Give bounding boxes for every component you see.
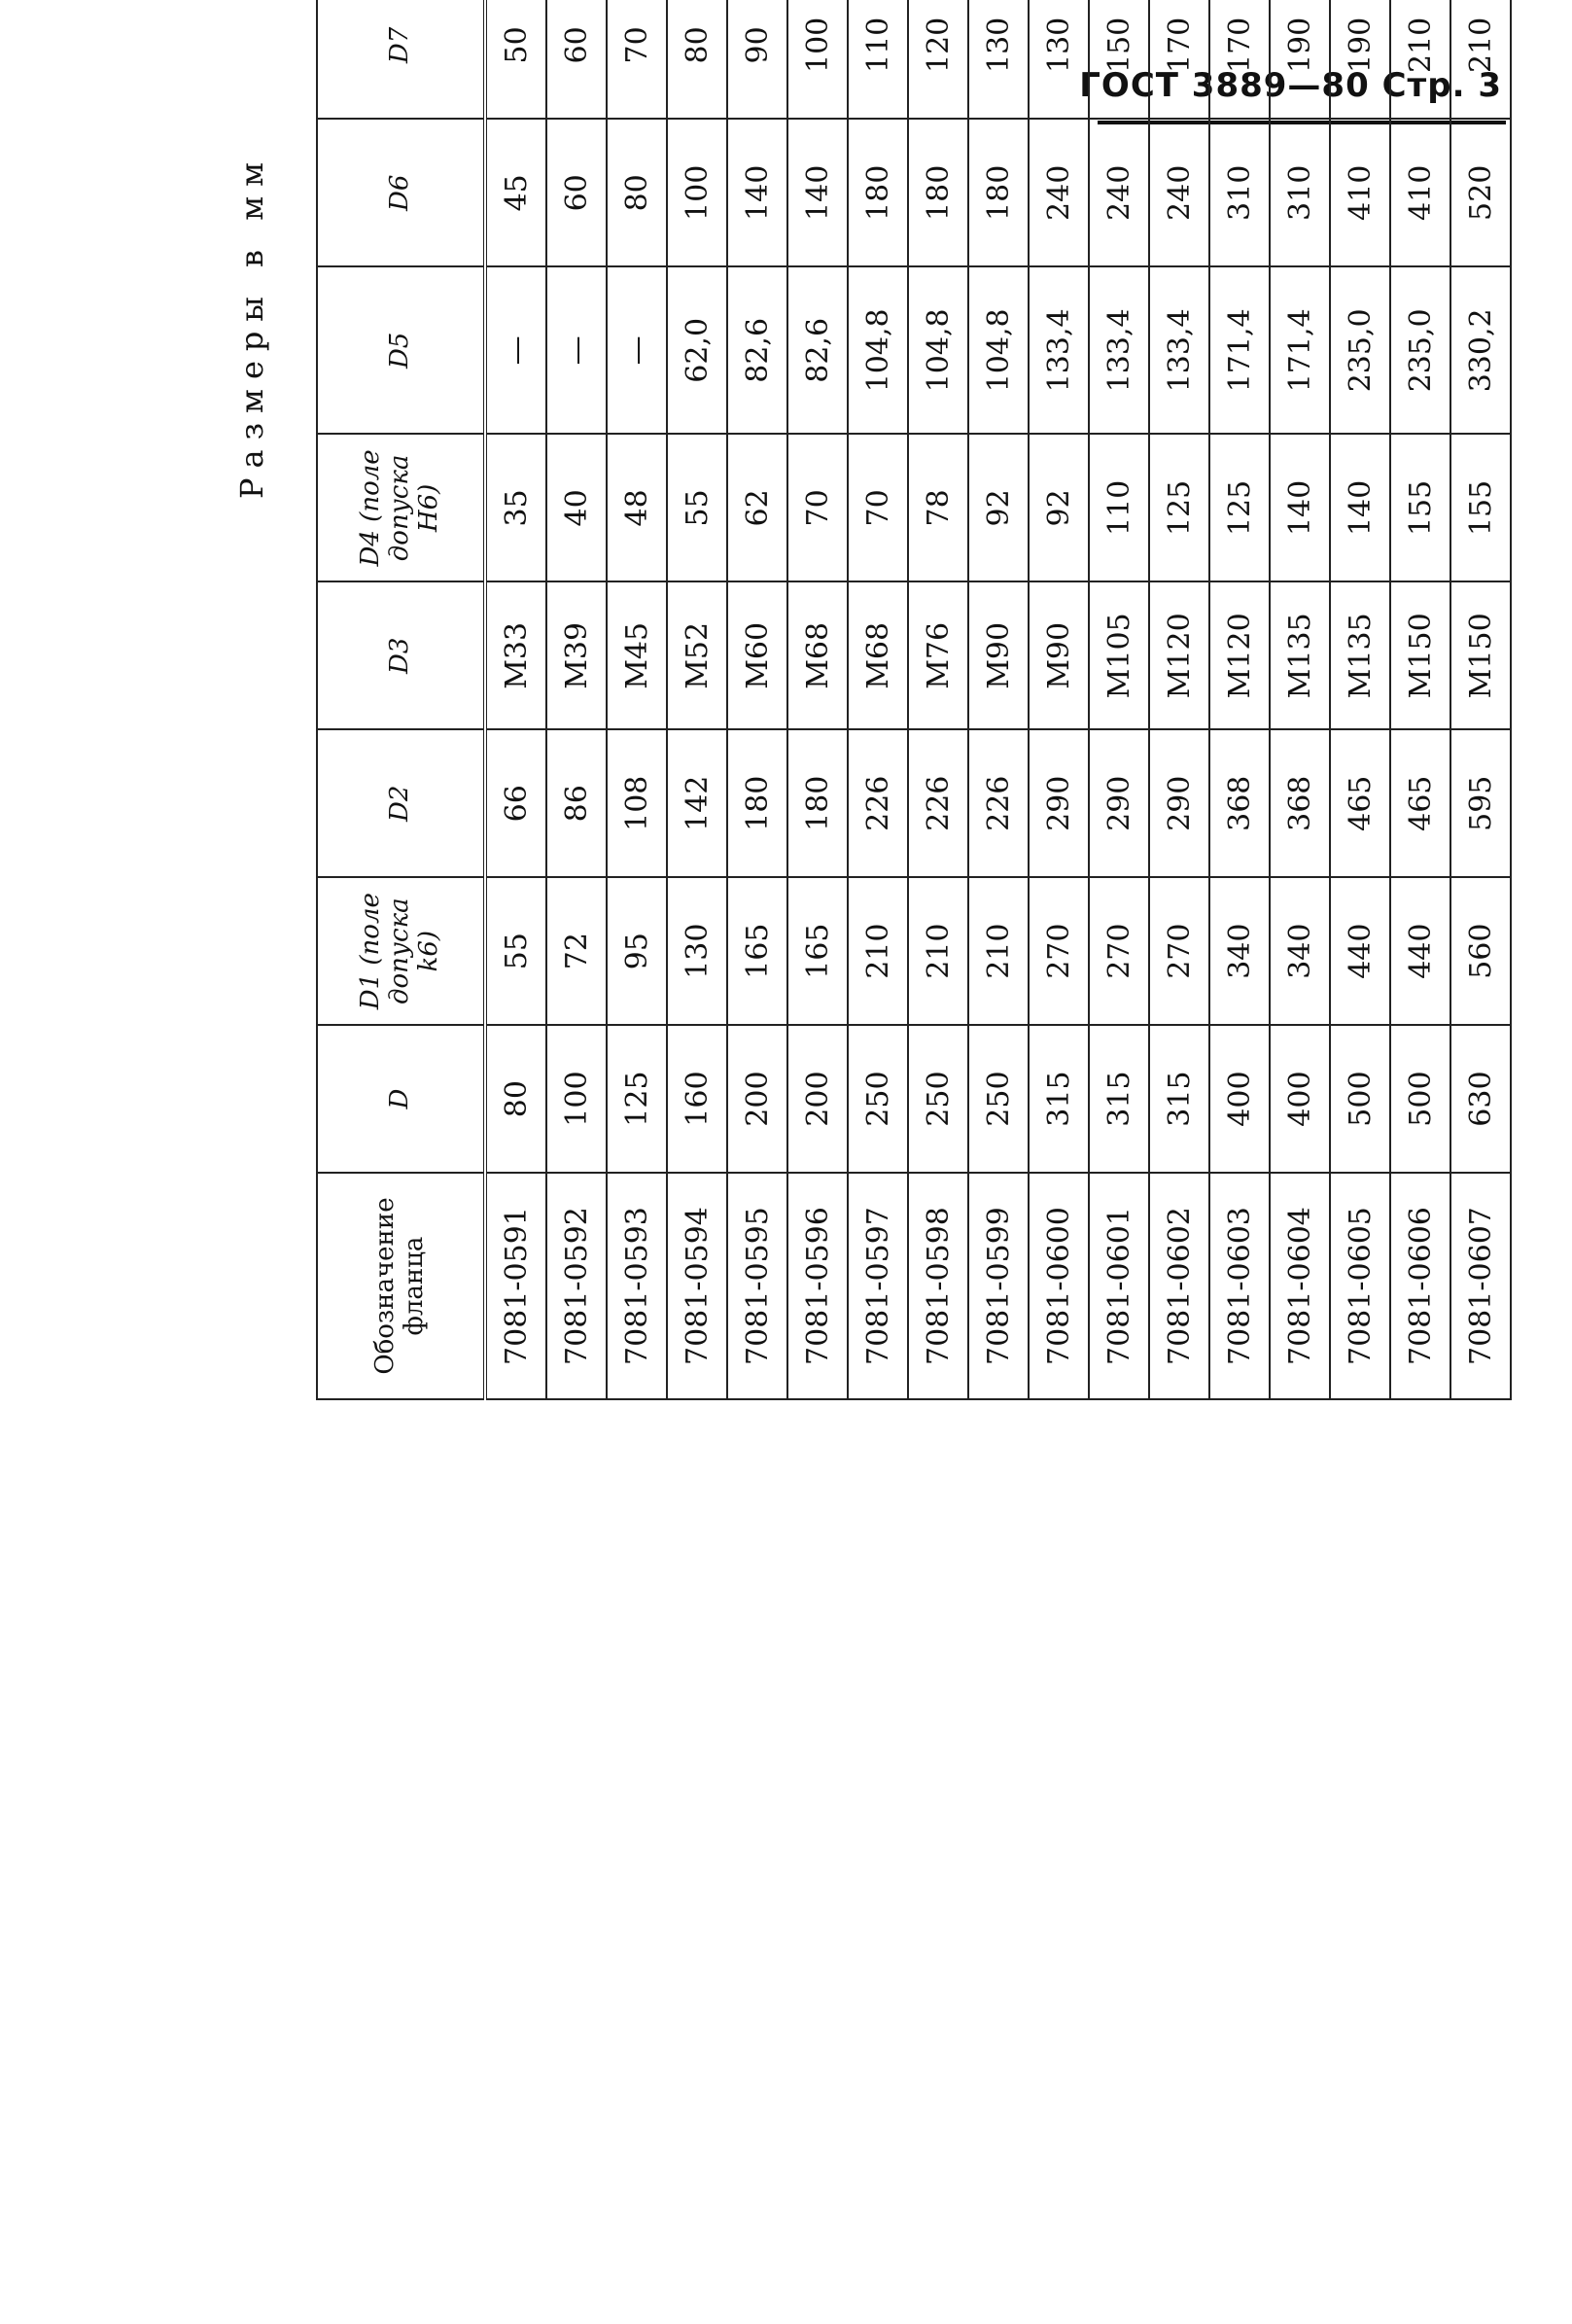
table-row [607,0,667,1399]
cell-desig: 7081-0599 [968,1173,1029,1399]
cell-desig: 7081-0600 [1029,1173,1089,1399]
rotated-table-area [126,0,1498,1400]
cell-d5: 235,0 [1330,266,1390,434]
cell-d: 630 [1450,1025,1511,1173]
cell-d2: 66 [485,729,546,877]
cell-desig: 7081-0596 [787,1173,848,1399]
cell-d2: 86 [546,729,607,877]
cell-d1: 55 [485,877,546,1025]
cell-d5: — [607,266,667,434]
cell-d1: 270 [1089,877,1149,1025]
cell-d1: 72 [546,877,607,1025]
cell-d5: 104,8 [968,266,1029,434]
cell-d1: 165 [727,877,787,1025]
cell-d7: 190 [1330,0,1390,119]
cell-d5: — [485,266,546,434]
col-header-desig: Обозначение фланца [317,1173,485,1399]
col-header-d4: D4 (поле допуска H6) [317,434,485,581]
cell-d4: 110 [1089,434,1149,581]
cell-d2: 465 [1390,729,1450,877]
cell-d1: 270 [1149,877,1209,1025]
cell-d3: M45 [607,581,667,729]
cell-d: 315 [1149,1025,1209,1173]
cell-d7: 50 [485,0,546,119]
cell-d1: 440 [1390,877,1450,1025]
cell-d3: M60 [727,581,787,729]
cell-d: 125 [607,1025,667,1173]
cell-d3: M135 [1270,581,1330,729]
cell-d4: 70 [787,434,848,581]
cell-desig: 7081-0607 [1450,1173,1511,1399]
cell-desig: 7081-0593 [607,1173,667,1399]
cell-d7: 100 [787,0,848,119]
cell-d: 200 [727,1025,787,1173]
cell-d1: 340 [1209,877,1270,1025]
table-row [1149,0,1209,1399]
table-row [787,0,848,1399]
table-row [848,0,908,1399]
cell-d3: M135 [1330,581,1390,729]
cell-d1: 270 [1029,877,1089,1025]
cell-d4: 62 [727,434,787,581]
cell-d: 400 [1209,1025,1270,1173]
table-row [1029,0,1089,1399]
cell-d3: M150 [1450,581,1511,729]
cell-d2: 180 [727,729,787,877]
cell-d1: 130 [667,877,727,1025]
cell-d3: M52 [667,581,727,729]
table-row [1330,0,1390,1399]
cell-d5: 171,4 [1270,266,1330,434]
cell-desig: 7081-0605 [1330,1173,1390,1399]
cell-d6: 180 [848,119,908,266]
cell-d3: M150 [1390,581,1450,729]
table-row [546,0,607,1399]
col-header-d3: D3 [317,581,485,729]
cell-d3: M90 [1029,581,1089,729]
cell-desig: 7081-0592 [546,1173,607,1399]
cell-d: 200 [787,1025,848,1173]
cell-d4: 48 [607,434,667,581]
cell-d5: 330,2 [1450,266,1511,434]
cell-d2: 142 [667,729,727,877]
table-row [1089,0,1149,1399]
cell-d6: 60 [546,119,607,266]
cell-d1: 95 [607,877,667,1025]
cell-d4: 92 [1029,434,1089,581]
cell-d6: 100 [667,119,727,266]
dimensions-table [316,0,1512,1400]
cell-desig: 7081-0604 [1270,1173,1330,1399]
cell-d4: 35 [485,434,546,581]
cell-d7: 60 [546,0,607,119]
cell-d6: 180 [968,119,1029,266]
cell-d5: 133,4 [1029,266,1089,434]
cell-d6: 240 [1149,119,1209,266]
units-caption: Размеры в мм [233,153,270,499]
cell-desig: 7081-0603 [1209,1173,1270,1399]
cell-d7: 130 [1029,0,1089,119]
cell-d1: 210 [908,877,968,1025]
cell-desig: 7081-0591 [485,1173,546,1399]
cell-d5: 104,8 [908,266,968,434]
cell-d5: 133,4 [1149,266,1209,434]
table-body [485,0,1511,1399]
cell-d7: 90 [727,0,787,119]
cell-d6: 310 [1270,119,1330,266]
cell-d6: 310 [1209,119,1270,266]
cell-d2: 290 [1149,729,1209,877]
cell-desig: 7081-0606 [1390,1173,1450,1399]
cell-d6: 140 [727,119,787,266]
cell-d3: M105 [1089,581,1149,729]
cell-d6: 140 [787,119,848,266]
cell-d4: 78 [908,434,968,581]
table-row [968,0,1029,1399]
cell-d3: M76 [908,581,968,729]
cell-d: 160 [667,1025,727,1173]
cell-d: 315 [1089,1025,1149,1173]
cell-d2: 226 [968,729,1029,877]
cell-d7: 150 [1089,0,1149,119]
cell-d4: 125 [1209,434,1270,581]
cell-d2: 108 [607,729,667,877]
col-header-d: D [317,1025,485,1173]
cell-d5: — [546,266,607,434]
cell-d7: 170 [1149,0,1209,119]
cell-d4: 140 [1330,434,1390,581]
cell-desig: 7081-0598 [908,1173,968,1399]
cell-d2: 180 [787,729,848,877]
cell-d2: 290 [1089,729,1149,877]
cell-d3: M39 [546,581,607,729]
table-row [667,0,727,1399]
cell-desig: 7081-0597 [848,1173,908,1399]
cell-d7: 210 [1390,0,1450,119]
cell-d3: M120 [1209,581,1270,729]
cell-d7: 130 [968,0,1029,119]
cell-d2: 368 [1209,729,1270,877]
col-header-d1: D1 (поле допуска k6) [317,877,485,1025]
cell-d1: 210 [968,877,1029,1025]
col-header-d7: D7 [317,0,485,119]
cell-d7: 170 [1209,0,1270,119]
table-header-row [317,0,485,1399]
cell-d4: 155 [1450,434,1511,581]
table-row [1270,0,1330,1399]
cell-desig: 7081-0594 [667,1173,727,1399]
cell-d: 500 [1390,1025,1450,1173]
cell-d: 100 [546,1025,607,1173]
cell-desig: 7081-0602 [1149,1173,1209,1399]
cell-d6: 410 [1390,119,1450,266]
cell-d4: 140 [1270,434,1330,581]
cell-d4: 125 [1149,434,1209,581]
cell-d5: 171,4 [1209,266,1270,434]
cell-d1: 340 [1270,877,1330,1025]
cell-d3: M68 [787,581,848,729]
cell-d3: M33 [485,581,546,729]
col-header-d5: D5 [317,266,485,434]
cell-d1: 165 [787,877,848,1025]
table-row [727,0,787,1399]
table-row [1450,0,1511,1399]
cell-d6: 80 [607,119,667,266]
cell-d3: M120 [1149,581,1209,729]
cell-d: 250 [968,1025,1029,1173]
cell-d1: 440 [1330,877,1390,1025]
cell-d2: 595 [1450,729,1511,877]
cell-d6: 520 [1450,119,1511,266]
col-header-d2: D2 [317,729,485,877]
table-row [485,0,546,1399]
cell-d6: 180 [908,119,968,266]
cell-d4: 155 [1390,434,1450,581]
cell-d: 250 [848,1025,908,1173]
cell-d5: 82,6 [727,266,787,434]
cell-desig: 7081-0601 [1089,1173,1149,1399]
cell-d5: 82,6 [787,266,848,434]
cell-d4: 55 [667,434,727,581]
cell-d: 80 [485,1025,546,1173]
cell-d5: 62,0 [667,266,727,434]
cell-d4: 70 [848,434,908,581]
cell-d4: 92 [968,434,1029,581]
table-row [908,0,968,1399]
cell-d4: 40 [546,434,607,581]
table-row [1209,0,1270,1399]
cell-d6: 45 [485,119,546,266]
cell-d7: 190 [1270,0,1330,119]
cell-d5: 133,4 [1089,266,1149,434]
cell-d1: 560 [1450,877,1511,1025]
cell-d2: 226 [908,729,968,877]
cell-d3: M90 [968,581,1029,729]
cell-d6: 240 [1089,119,1149,266]
cell-d7: 80 [667,0,727,119]
cell-d2: 465 [1330,729,1390,877]
cell-d7: 70 [607,0,667,119]
cell-d5: 104,8 [848,266,908,434]
cell-d: 500 [1330,1025,1390,1173]
cell-d: 315 [1029,1025,1089,1173]
cell-d6: 240 [1029,119,1089,266]
cell-desig: 7081-0595 [727,1173,787,1399]
cell-d7: 120 [908,0,968,119]
cell-d6: 410 [1330,119,1390,266]
cell-d2: 368 [1270,729,1330,877]
cell-d1: 210 [848,877,908,1025]
col-header-d6: D6 [317,119,485,266]
cell-d: 250 [908,1025,968,1173]
cell-d2: 290 [1029,729,1089,877]
cell-d7: 210 [1450,0,1511,119]
cell-d5: 235,0 [1390,266,1450,434]
table-row [1390,0,1450,1399]
cell-d: 400 [1270,1025,1330,1173]
cell-d3: M68 [848,581,908,729]
page-header: ГОСТ 3889—80 Стр. 3 [1079,66,1502,105]
cell-d2: 226 [848,729,908,877]
cell-d7: 110 [848,0,908,119]
